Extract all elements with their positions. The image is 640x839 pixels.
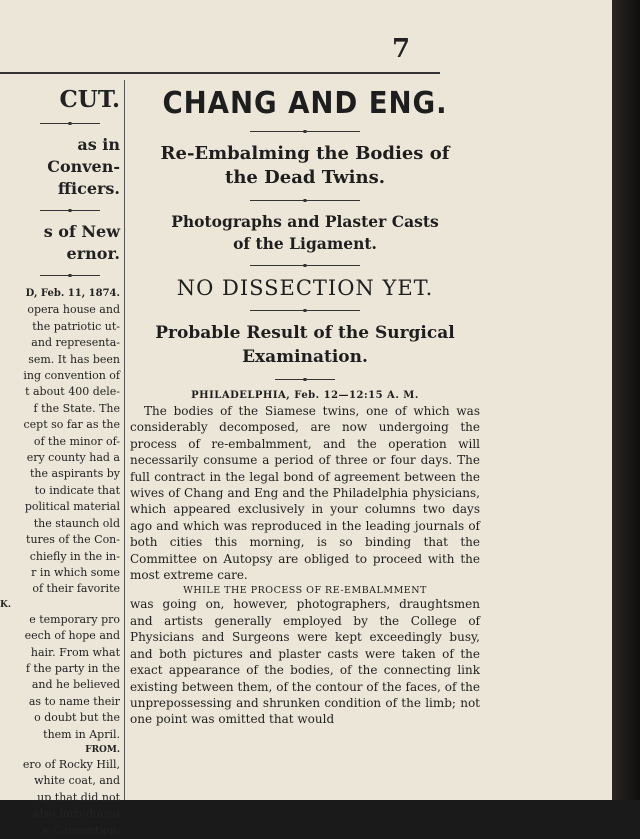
left-text-line: hair. From what xyxy=(30,645,120,659)
deck-line: Probable Result of the Surgical xyxy=(155,323,455,343)
deck-separator xyxy=(250,310,360,311)
article-headline: CHANG AND ENG. xyxy=(162,86,448,121)
left-subhead-line: ernor. xyxy=(66,244,120,263)
left-text-block xyxy=(0,302,120,597)
left-text-line: the patriotic ut- xyxy=(32,319,120,333)
left-text-line: the aspirants by xyxy=(30,467,120,481)
left-text-line: o doubt but the xyxy=(34,711,120,725)
left-text-line: political material xyxy=(24,500,120,514)
article xyxy=(130,80,480,728)
left-subhead-line: fficers. xyxy=(57,179,120,198)
left-text-line: t about 400 dele- xyxy=(25,385,120,399)
deck-line: Examination. xyxy=(242,347,368,367)
left-text-line: and he believed xyxy=(31,678,120,692)
deck-line: the Dead Twins. xyxy=(225,167,385,188)
article-paragraph: The bodies of the Siamese twins, one of which was considerably decomposed, are now undergoing the process of re-embalmment, and the operation will necessarily consume a period of three or four days. The full contract in the legal bond of agreement between the wives of Chang and Eng and the Philadelphia physicians, which appeared exclusively in your columns two days ago and which was reproduced in the leading journals of both cities this morning, is so binding that the Committee on Autopsy are obliged to proceed with the most extreme care. xyxy=(130,404,480,583)
deck-separator xyxy=(250,200,360,201)
deck-separator xyxy=(275,379,335,380)
left-text-line: e Convention, xyxy=(42,823,120,837)
left-text-line: f the party in the xyxy=(25,661,120,675)
left-text-line: r in which some xyxy=(31,565,120,579)
left-text-line: eech of hope and xyxy=(24,629,120,643)
left-separator xyxy=(40,210,100,211)
page-edge-shadow xyxy=(612,0,640,800)
left-text-line: ery county had a xyxy=(26,451,120,465)
left-text-line: as to name their xyxy=(28,694,120,708)
left-text-line: also introduced xyxy=(33,807,120,821)
left-separator xyxy=(40,275,100,276)
article-paragraph: was going on, however, photographers, draughtsmen and artists generally employed by the College of Physicians and Surgeons were kept exceedingly busy, and both pictures and plaster casts were taken of the exact appearance of the bodies, of the connecting link existing between them, of the contour of the faces, of the unprepossessing and shrunken condition of the limb; not one point was omitted that would xyxy=(130,597,480,727)
column-rule xyxy=(124,80,125,800)
left-text-line: ing convention of xyxy=(23,369,120,383)
left-small-head: K. xyxy=(0,599,11,610)
left-subhead-line: s of New xyxy=(43,222,120,241)
deck-line: Re-Embalming the Bodies of xyxy=(160,143,450,164)
left-text-line: to indicate that xyxy=(34,483,120,497)
top-rule xyxy=(0,72,440,74)
left-text-line: f the State. The xyxy=(33,401,120,415)
left-text-line: e temporary pro xyxy=(29,612,120,626)
left-text-line: sem. It has been xyxy=(28,352,120,366)
left-text-line: the staunch old xyxy=(33,516,120,530)
left-text-line: of the minor of- xyxy=(33,434,120,448)
left-small-head: FROM. xyxy=(85,744,120,755)
headline-separator xyxy=(250,131,360,132)
left-column xyxy=(0,80,120,837)
article-subhead: WHILE THE PROCESS OF RE-EMBALMMENT xyxy=(183,585,427,597)
article-dateline: PHILADELPHIA, Feb. 12—12:15 A. M. xyxy=(191,390,419,401)
left-text-line: ero of Rocky Hill, xyxy=(22,757,120,771)
left-headline: CUT. xyxy=(59,86,120,113)
left-separator xyxy=(40,123,100,124)
left-text-line: up that did not xyxy=(37,790,120,804)
left-text-line: cept so far as the xyxy=(23,418,120,432)
left-text-line: them in April. xyxy=(43,727,120,741)
left-text-block xyxy=(0,757,120,839)
left-text-line: white coat, and xyxy=(34,774,120,788)
deck-line: NO DISSECTION YET. xyxy=(176,276,434,300)
left-text-block xyxy=(0,612,120,743)
left-text-line: opera house and xyxy=(27,303,120,317)
deck-line: Photographs and Plaster Casts xyxy=(171,212,439,231)
left-text-line: and representa- xyxy=(31,336,120,350)
deck-separator xyxy=(250,265,360,266)
deck-line: of the Ligament. xyxy=(233,234,377,253)
page-number: 7 xyxy=(392,34,411,64)
left-text-line: chiefly in the in- xyxy=(29,549,120,563)
left-text-line: of their favorite xyxy=(32,582,120,596)
left-subhead-line: as in Conven- xyxy=(47,135,120,176)
left-text-line: tures of the Con- xyxy=(26,533,120,547)
left-dateline: D, Feb. 11, 1874. xyxy=(25,288,120,299)
